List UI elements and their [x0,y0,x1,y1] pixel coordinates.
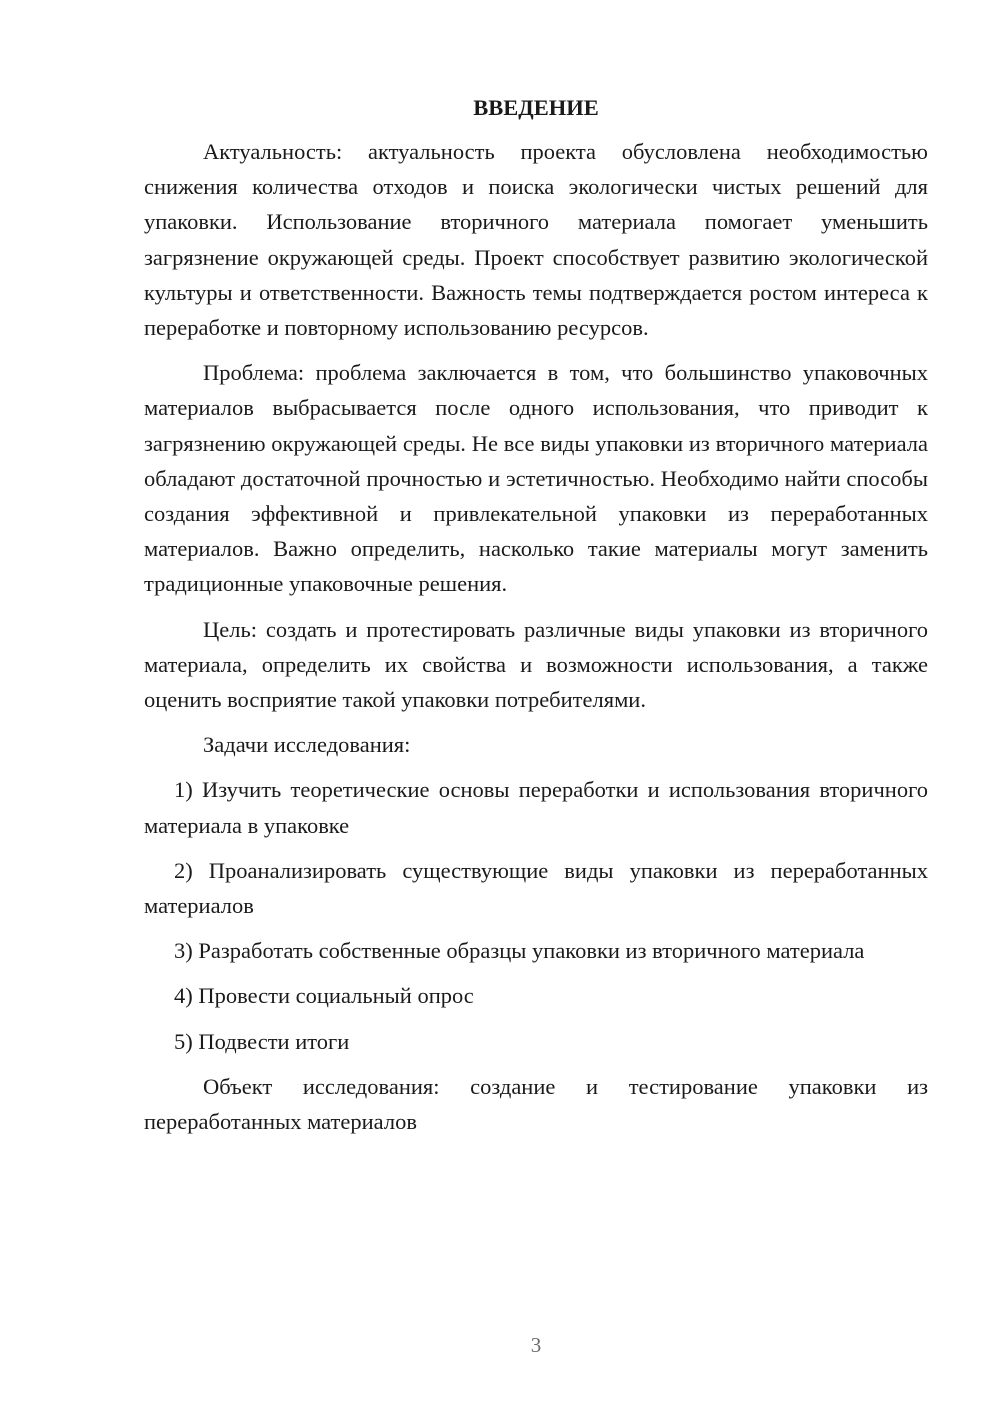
task-item-2: 2) Проанализировать существующие виды упаковки из переработанных материалов [144,857,928,919]
task-item-1: 1) Изучить теоретические основы переработки и использования вторичного материала в упаковке [144,777,928,838]
relevance-paragraph: Актуальность: актуальность проекта обусловлена необходимостью снижения количества отходов и поиска экологически чистых решений для упаковки. Использование вторичного материала помогает уменьшить загрязнение окружающей среды. Проект способствует развитию экологической культуры и ответственности. Важность темы подтверждается ростом интереса к переработке и повторному использованию ресурсов. [144,139,928,341]
section-title: ВВЕДЕНИЕ [473,95,599,120]
goal-paragraph: Цель: создать и протестировать различные виды упаковки из вторичного материала, определить их свойства и возможности использования, а также оценить восприятие такой упаковки потребителями. [144,616,928,713]
task-item-4: 4) Провести социальный опрос [174,983,474,1009]
problem-paragraph: Проблема: проблема заключается в том, что большинство упаковочных материалов выбрасывается после одного использования, что приводит к загрязнению окружающей среды. Не все виды упаковки из вторичного материала обладают достаточной прочностью и эстетичностью. Необходимо найти способы создания эффективной и привлекательной упаковки из переработанных материалов. Важно определить, насколько такие материалы могут заменить традиционные упаковочные решения. [144,360,928,597]
tasks-heading: Задачи исследования: [203,732,411,758]
task-item-3: 3) Разработать собственные образцы упаковки из вторичного материала [174,938,865,964]
page-content [144,90,928,1149]
page-number: 3 [530,1333,542,1357]
object-paragraph: Объект исследования: создание и тестирование упаковки из переработанных материалов [144,1073,928,1135]
task-item-5: 5) Подвести итоги [174,1028,350,1054]
